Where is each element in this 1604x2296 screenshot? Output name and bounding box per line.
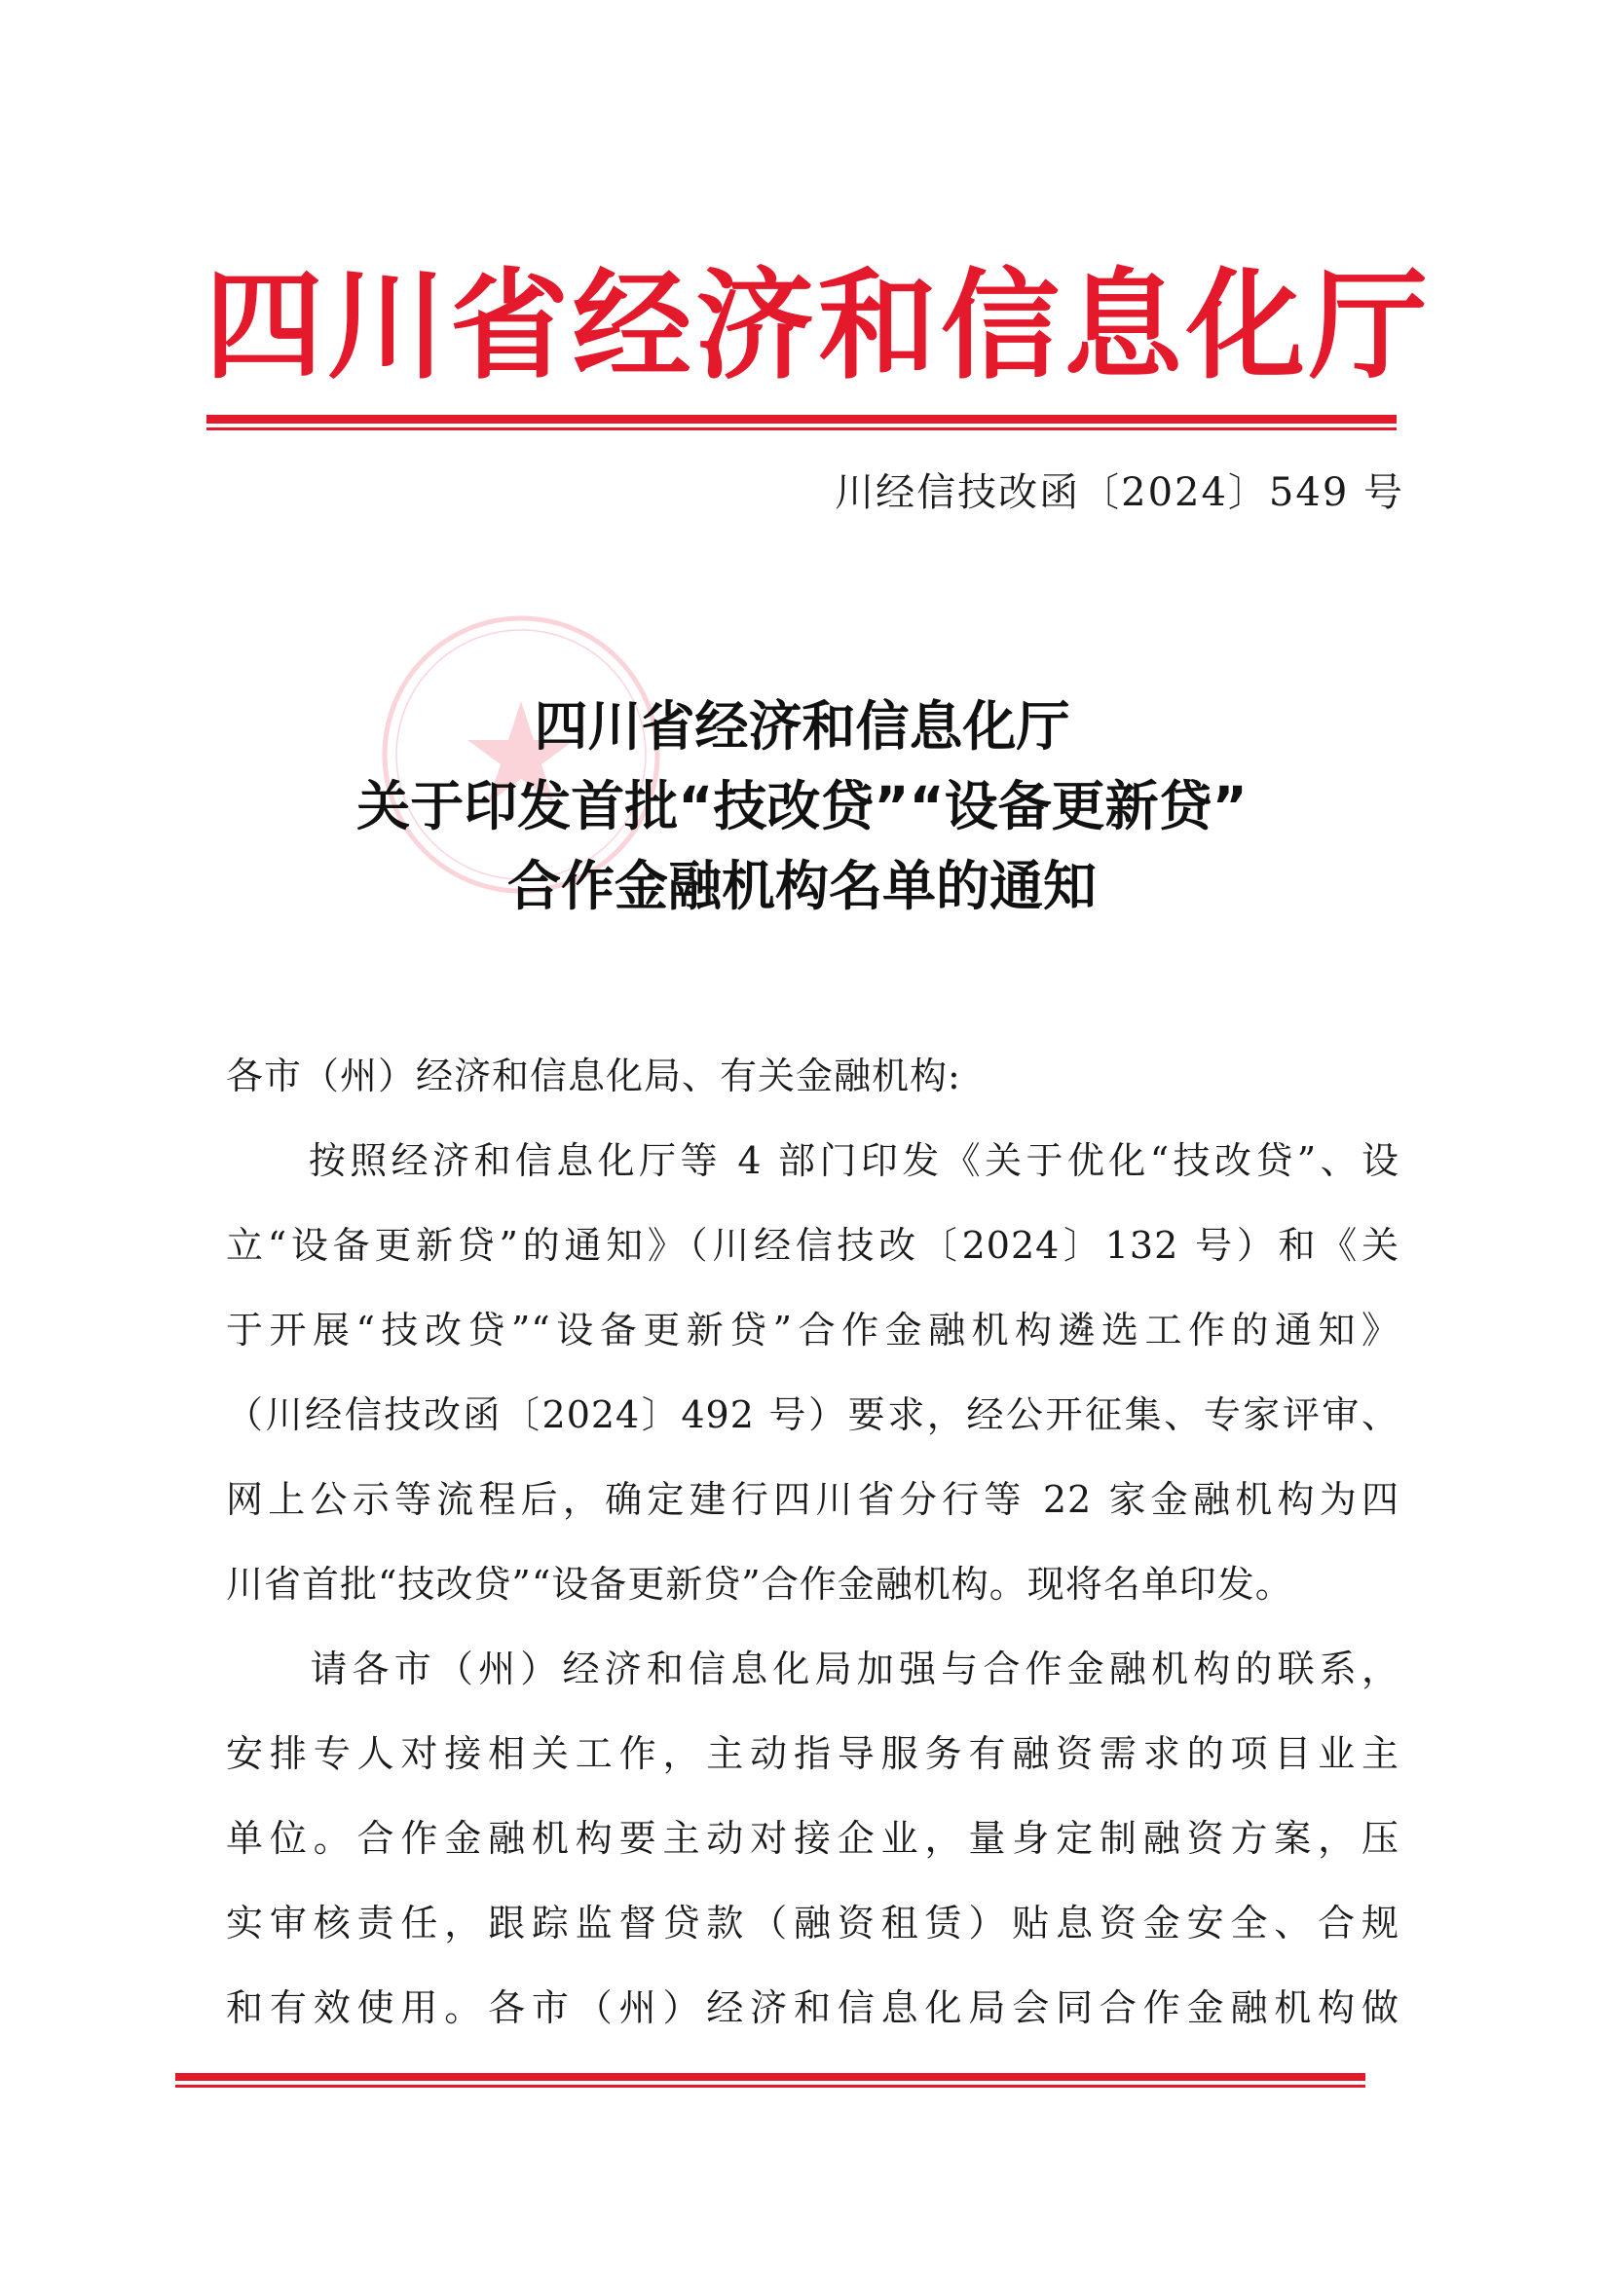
letterhead-title: 四川省经济和信息化厅: [205, 257, 1432, 395]
letterhead-red-rule-thin: [206, 427, 1397, 430]
title-line: 四川省经济和信息化厅: [534, 695, 1070, 758]
body-line: （川经信技改函〔2024〕492 号）要求，经公开征集、专家评审、: [226, 1393, 1399, 1436]
body-line: 安排专人对接相关工作，主动指导服务有融资需求的项目业主: [226, 1732, 1399, 1775]
body-line: 和有效使用。各市（州）经济和信息化局会同合作金融机构做: [226, 1986, 1399, 2029]
salutation-line: 各市（州）经济和信息化局、有关金融机构:: [226, 1055, 961, 1097]
notice-body: [226, 1034, 1399, 2051]
title-line: 合作金融机构名单的通知: [506, 855, 1097, 917]
body-line: 请各市（州）经济和信息化局加强与合作金融机构的联系，: [226, 1648, 1399, 1690]
document-number: 川经信技改函〔2024〕549 号: [835, 470, 1404, 515]
letterhead-red-rule-thick: [206, 415, 1397, 424]
body-line: 网上公示等流程后，确定建行四川省分行等 22 家金融机构为四: [226, 1478, 1399, 1521]
notice-title: [224, 686, 1380, 926]
body-line: 实审核责任，跟踪监督贷款（融资租赁）贴息资金安全、合规: [226, 1902, 1399, 1944]
body-line: 立“设备更新贷”的通知》（川经信技改〔2024〕132 号）和《关: [226, 1224, 1399, 1267]
body-line: 按照经济和信息化厅等 4 部门印发《关于优化“技改贷”、设: [226, 1139, 1399, 1182]
footer-red-rule-thick: [175, 2073, 1365, 2081]
body-line: 川省首批“技改贷”“设备更新贷”合作金融机构。现将名单印发。: [226, 1563, 1293, 1606]
body-line: 于开展“技改贷”“设备更新贷”合作金融机构遴选工作的通知》: [226, 1309, 1399, 1352]
body-line: 单位。合作金融机构要主动对接企业，量身定制融资方案，压: [226, 1817, 1399, 1860]
footer-red-rule-thin: [175, 2085, 1365, 2088]
title-line: 关于印发首批“技改贷”“设备更新贷”: [356, 775, 1248, 837]
